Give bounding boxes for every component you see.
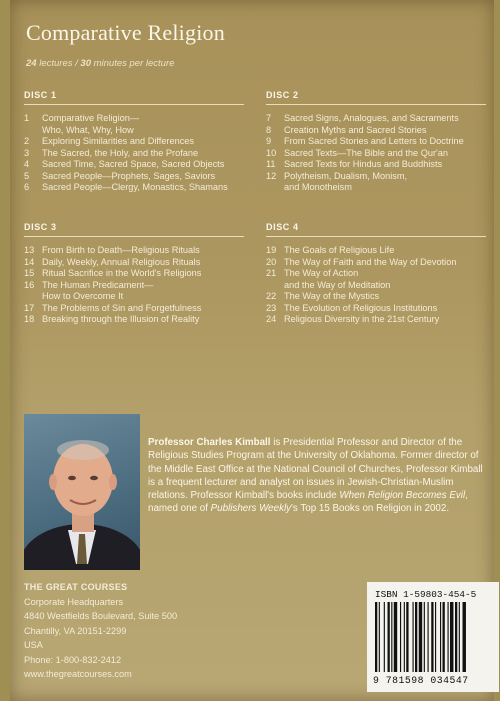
barcode-stripe bbox=[388, 602, 390, 672]
course-title: Comparative Religion bbox=[26, 20, 225, 45]
lecture-item: 5 Sacred People—Prophets, Sages, Saviors bbox=[24, 170, 216, 181]
lecture-item: 3 The Sacred, the Holy, and the Profane bbox=[24, 147, 199, 158]
divider bbox=[266, 236, 486, 237]
disc-4 bbox=[266, 222, 486, 326]
barcode-stripe bbox=[406, 602, 408, 672]
lecture-item: 22 The Way of the Mystics bbox=[266, 291, 380, 301]
divider bbox=[266, 104, 486, 105]
course-meta: 24 lectures / 30 minutes per lecture bbox=[26, 58, 175, 69]
lecture-item: 11 Sacred Texts for Hindus and Buddhists bbox=[266, 159, 443, 169]
lecture-count: 24 bbox=[26, 58, 37, 69]
barcode-icon bbox=[375, 602, 491, 672]
website-link[interactable]: www.thegreatcourses.com bbox=[24, 669, 132, 679]
barcode-stripe bbox=[391, 602, 392, 672]
barcode-stripe bbox=[443, 602, 445, 672]
lecture-item: 4 Sacred Time, Sacred Space, Sacred Objects bbox=[24, 159, 225, 169]
disc-label: DISC 1 bbox=[24, 90, 57, 100]
back-cover bbox=[10, 0, 494, 701]
lecture-minutes: 30 bbox=[80, 58, 91, 69]
lecture-item: 20 The Way of Faith and the Way of Devotion bbox=[266, 256, 457, 267]
lecture-count-label: lectures bbox=[39, 58, 73, 69]
lecture-item: Who, What, Why, How bbox=[42, 124, 134, 135]
barcode-stripe bbox=[384, 602, 385, 672]
divider bbox=[24, 236, 244, 237]
barcode-panel bbox=[367, 582, 499, 692]
lecture-item: and the Way of Meditation bbox=[284, 279, 391, 290]
barcode-stripe bbox=[415, 602, 417, 672]
lecture-item: 12 Polytheism, Dualism, Monism, bbox=[266, 170, 408, 181]
lecture-item: and Monotheism bbox=[284, 182, 352, 192]
lecture-item: 10 Sacred Texts—The Bible and the Qur'an bbox=[266, 147, 448, 158]
contact-line: 4840 Westfields Boulevard, Suite 500 bbox=[24, 611, 178, 621]
barcode-stripe bbox=[379, 602, 380, 672]
barcode-stripe bbox=[463, 602, 466, 672]
barcode-stripe bbox=[400, 602, 401, 672]
lecture-item: 7 Sacred Signs, Analogues, and Sacraments bbox=[266, 113, 459, 123]
lecture-item: 1 Comparative Religion— bbox=[24, 113, 140, 123]
barcode-stripe bbox=[448, 602, 449, 672]
lecture-item: 14 Daily, Weekly, Annual Religious Rituals bbox=[24, 256, 201, 267]
barcode-stripe bbox=[455, 602, 457, 672]
barcode-stripe bbox=[431, 602, 433, 672]
lecture-item: 17 The Problems of Sin and Forgetfulness bbox=[24, 302, 202, 313]
disc-label: DISC 3 bbox=[24, 222, 57, 232]
barcode-stripe bbox=[424, 602, 425, 672]
barcode-stripe bbox=[375, 602, 377, 672]
barcode-stripe bbox=[435, 602, 436, 672]
barcode-stripe bbox=[428, 602, 429, 672]
lecture-item: 2 Exploring Similarities and Differences bbox=[24, 136, 195, 146]
lecture-item: 19 The Goals of Religious Life bbox=[266, 245, 395, 255]
lecture-item: 15 Ritual Sacrifice in the World's Religions bbox=[24, 268, 202, 278]
lecture-list bbox=[266, 113, 486, 193]
contact-line: Chantilly, VA 20151-2299 bbox=[24, 625, 127, 636]
barcode-number: 9 781598 034547 bbox=[373, 675, 469, 686]
barcode-stripe bbox=[419, 602, 422, 672]
barcode-stripe bbox=[413, 602, 414, 672]
professor-name: Professor Charles Kimball bbox=[148, 437, 271, 448]
disc-3 bbox=[24, 222, 244, 326]
barcode-stripe bbox=[394, 602, 397, 672]
disc-label: DISC 2 bbox=[266, 90, 299, 100]
professor-photo bbox=[24, 414, 140, 570]
lecture-item: 6 Sacred People—Clergy, Monastics, Shamans bbox=[24, 182, 228, 192]
lecture-item: How to Overcome It bbox=[42, 291, 124, 301]
portrait-illustration bbox=[24, 414, 140, 570]
barcode-stripe bbox=[459, 602, 460, 672]
professor-bio: Professor Charles Kimball is Presidential Professor and Director of the Religious Studies Program at the University of Oklahoma. Former director of the Middle East Office at the National Council of Churches, Professor Kimball is a frequent lecturer and analyst on issues in Jewish-Christian-Muslim relations. Professor Kimball's books include When Religion Becomes Evil, named one of Publishers Weekly's Top 15 Books on Religion in 2002. bbox=[148, 437, 483, 515]
barcode-stripe bbox=[450, 602, 453, 672]
lecture-item: 24 Religious Diversity in the 21st Century bbox=[266, 314, 440, 324]
barcode-stripe bbox=[440, 602, 441, 672]
barcode-stripe bbox=[404, 602, 405, 672]
lecture-item: 13 From Birth to Death—Religious Rituals bbox=[24, 245, 200, 255]
publication-name: Publishers Weekly bbox=[210, 503, 292, 515]
lecture-item: 16 The Human Predicament— bbox=[24, 279, 154, 290]
disc-label: DISC 4 bbox=[266, 222, 299, 232]
lecture-item: 18 Breaking through the Illusion of Reality bbox=[24, 314, 200, 324]
contact-line: Corporate Headquarters bbox=[24, 596, 124, 607]
lecture-list bbox=[24, 113, 244, 193]
book-title: When Religion Becomes Evil bbox=[339, 490, 466, 502]
lecture-item: 8 Creation Myths and Sacred Stories bbox=[266, 124, 427, 135]
disc-1 bbox=[24, 90, 244, 194]
lecture-item: 21 The Way of Action bbox=[266, 268, 359, 278]
divider bbox=[24, 104, 244, 105]
isbn-label: ISBN 1-59803-454-5 bbox=[375, 589, 477, 600]
lecture-list bbox=[266, 245, 486, 325]
publisher-name: THE GREAT COURSES bbox=[24, 582, 128, 592]
lecture-minutes-label: minutes per lecture bbox=[93, 58, 175, 69]
disc-2 bbox=[266, 90, 486, 194]
lecture-item: 23 The Evolution of Religious Institutions bbox=[266, 302, 438, 313]
publisher-contact bbox=[24, 580, 177, 682]
phone-number: Phone: 1-800-832-2412 bbox=[24, 654, 122, 665]
lecture-list bbox=[24, 245, 244, 325]
contact-line: USA bbox=[24, 640, 43, 650]
lecture-item: 9 From Sacred Stories and Letters to Doctrine bbox=[266, 136, 464, 146]
